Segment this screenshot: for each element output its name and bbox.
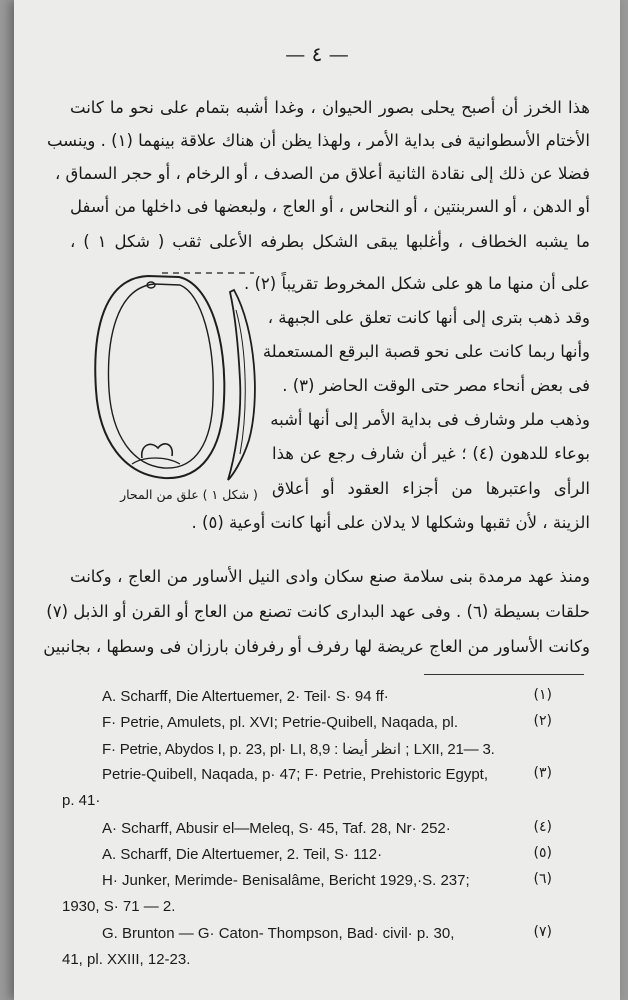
body-line: فى بعض أنحاء مصر حتى الوقت الحاضر (٣) . (282, 376, 590, 395)
body-line: الزينة ، لأن ثقبها وشكلها لا يدلان على أنها كانت أوعية (٥) . (191, 513, 590, 532)
body-line: على أن منها ما هو على شكل المخروط تقريباً (٢) . (243, 274, 590, 293)
footnote-line: F· Petrie, Abydos I, p. 23, pl· LI, 8,9 : انظر أيضا ; LXII, 21— 3. (102, 741, 495, 758)
footnote-number: (٧) (533, 924, 552, 940)
footnote-line: Petrie-Quibell, Naqada, p· 47; F· Petrie, Prehistoric Egypt, (102, 766, 489, 783)
body-line: حلقات بسيطة (٦) . وفى عهد البدارى كانت تصنع من العاج أو القرن أو الذبل (٧) (46, 602, 590, 621)
body-line: فضلا عن ذلك إلى نقادة الثانية أعلاق من الصدف ، أو الرخام ، أو حجر السماق ، (54, 164, 590, 183)
body-line: وكانت الأساور من العاج عريضة لها رفرف أو رفرفان بارزان فى وسطها ، بجانبين (43, 637, 590, 656)
book-page (14, 0, 620, 1000)
footnote-line: F· Petrie, Amulets, pl. XVI; Petrie-Quibell, Naqada, pl. (102, 714, 458, 731)
body-line: هذا الخرز أن أصبح يحلى بصور الحيوان ، وغدا أشبه بتمام على نحو ما كانت (70, 98, 590, 117)
body-line: وأنها ربما كانت على نحو قصبة البرقع المستعملة (262, 342, 590, 361)
page-number: — ٤ — (285, 42, 349, 66)
footnote-line: 41, pl. XXIII, 12-23. (62, 951, 191, 968)
body-line: أو الدهن ، أو السربنتين ، أو النحاس ، أو العاج ، ولبعضها فى داخلها من أسفل (70, 197, 590, 216)
footnote-line: 1930, S· 71 — 2. (62, 898, 176, 915)
footnote-line: G. Brunton — G· Caton- Thompson, Bad· civil· p. 30, (102, 925, 455, 942)
footnote-line: A. Scharff, Die Altertuemer, 2. Teil, S· 112· (102, 846, 383, 863)
body-line: وقد ذهب بترى إلى أنها كانت تعلق على الجبهة ، (267, 308, 590, 327)
body-line: بوعاء للدهون (٤) ؛ غير أن شارف رجع عن هذا (272, 444, 590, 463)
footnote-number: (١) (533, 687, 552, 703)
footnote-number: (٣) (533, 765, 552, 781)
footnote-number: (٦) (533, 871, 552, 887)
footnote-line: A. Scharff, Die Altertuemer, 2· Teil· S· 94 ff· (102, 688, 389, 705)
body-line: الرأى واعتبرها من أجزاء العقود أو أعلاق (272, 479, 590, 498)
footnote-number: (٢) (533, 713, 552, 729)
figure-caption: ( شكل ١ ) علق من المحار (120, 487, 258, 502)
body-line: ما يشبه الخطاف ، وأغلبها يبقى الشكل بطرفه الأعلى ثقب ( شكل ١ ) ، (70, 232, 590, 251)
shell-pendant-figure (84, 270, 270, 488)
body-line: وذهب ملر وشارف فى بداية الأمر إلى أنها أشبه (270, 410, 590, 429)
footnote-number: (٤) (533, 819, 552, 835)
footnote-divider (424, 674, 584, 675)
body-line: الأختام الأسطوانية فى بداية الأمر ، ولهذا يظن أن هناك علاقة بينهما (١) . وينسب (46, 131, 590, 150)
footnote-line: p. 41· (62, 792, 101, 809)
footnote-line: H· Junker, Merimde- Benisalâme, Bericht 1929,·S. 237; (102, 872, 470, 889)
footnote-line: A· Scharff, Abusir el—Meleq, S· 45, Taf. 28, Nr· 252· (102, 820, 451, 837)
footnote-number: (٥) (533, 845, 552, 861)
body-line: ومنذ عهد مرمدة بنى سلامة صنع سكان وادى النيل الأساور من العاج ، وكانت (70, 567, 590, 586)
